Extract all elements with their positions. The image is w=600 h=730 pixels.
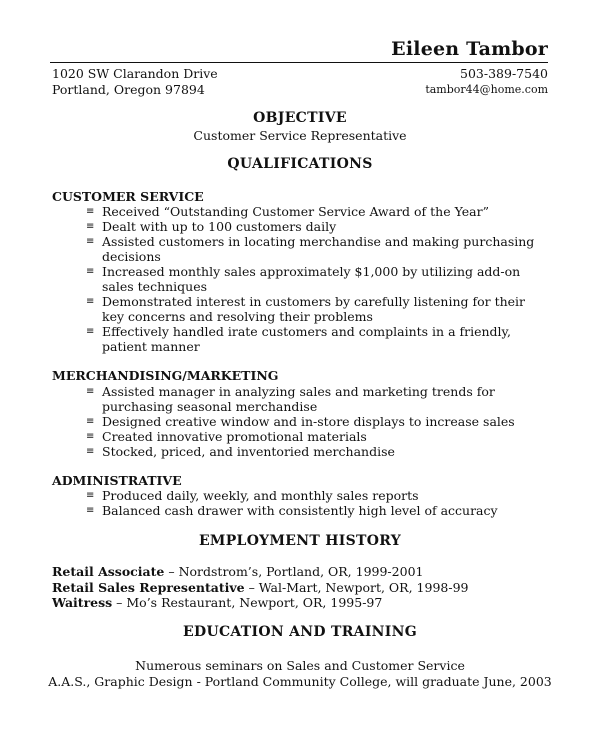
job-title: Waitress	[52, 595, 113, 610]
merchandising-list	[86, 384, 546, 459]
list-item: ≡ Increased monthly sales approximately $1,000 by utilizing add-on sales techniques	[86, 264, 521, 294]
address-block	[52, 66, 218, 98]
customer-service-list	[86, 204, 546, 354]
education-line-2: A.A.S., Graphic Design - Portland Community College, will graduate June, 2003	[48, 674, 552, 689]
address-line-2: Portland, Oregon 97894	[52, 82, 205, 97]
employment-list	[52, 564, 468, 611]
contact-block	[425, 66, 548, 98]
administrative-heading: ADMINISTRATIVE	[52, 473, 182, 488]
job-detail: – Mo’s Restaurant, Newport, OR, 1995-97	[112, 595, 383, 610]
header-divider	[50, 62, 548, 63]
customer-service-heading: CUSTOMER SERVICE	[52, 189, 204, 204]
list-item: ≡ Demonstrated interest in customers by carefully listening for their key concerns and resolving their problems	[86, 294, 526, 324]
qualifications-heading: QUALIFICATIONS	[227, 156, 373, 172]
job-title: Retail Associate	[52, 564, 165, 579]
bullet-icon: ≡	[86, 490, 95, 501]
list-item: ≡ Assisted manager in analyzing sales and marketing trends for purchasing seasonal merchandise	[86, 384, 495, 414]
bullet-icon: ≡	[86, 416, 95, 427]
list-item: ≡ Effectively handled irate customers and complaints in a friendly, patient manner	[86, 324, 511, 354]
objective-text: Customer Service Representative	[193, 128, 407, 143]
merchandising-heading: MERCHANDISING/MARKETING	[52, 368, 279, 383]
email-address: tambor44@home.com	[425, 83, 548, 96]
bullet-icon: ≡	[86, 505, 95, 516]
bullet-icon: ≡	[86, 296, 95, 307]
job-entry	[52, 564, 468, 580]
list-item: ≡ Stocked, priced, and inventoried merchandise	[86, 444, 395, 459]
list-item: ≡ Dealt with up to 100 customers daily	[86, 219, 337, 234]
list-item: ≡ Received “Outstanding Customer Service Award of the Year”	[86, 204, 489, 219]
job-detail: – Nordstrom’s, Portland, OR, 1999-2001	[164, 564, 424, 579]
bullet-icon: ≡	[86, 431, 95, 442]
applicant-name: Eileen Tambor	[391, 38, 548, 60]
employment-heading: EMPLOYMENT HISTORY	[198, 533, 402, 549]
job-title: Retail Sales Representative	[52, 579, 245, 595]
list-item: ≡ Produced daily, weekly, and monthly sales reports	[86, 488, 419, 503]
phone-number: 503-389-7540	[460, 66, 548, 81]
list-item: ≡ Created innovative promotional materials	[86, 429, 367, 444]
bullet-icon: ≡	[86, 386, 95, 397]
address-line-1: 1020 SW Clarandon Drive	[52, 66, 218, 81]
bullet-icon: ≡	[86, 221, 95, 232]
list-item: ≡ Balanced cash drawer with consistently high level of accuracy	[86, 503, 498, 518]
list-item: ≡ Designed creative window and in-store displays to increase sales	[86, 414, 515, 429]
job-detail: – Wal-Mart, Newport, OR, 1998-99	[244, 579, 469, 595]
education-heading: EDUCATION AND TRAINING	[183, 624, 417, 640]
list-item: ≡ Assisted customers in locating merchandise and making purchasing decisions	[86, 234, 535, 264]
bullet-icon: ≡	[86, 446, 95, 457]
bullet-icon: ≡	[86, 266, 95, 277]
job-entry	[52, 580, 468, 596]
bullet-icon: ≡	[86, 206, 95, 217]
administrative-list	[86, 488, 546, 518]
bullet-icon: ≡	[86, 326, 95, 337]
job-entry	[52, 595, 468, 611]
bullet-icon: ≡	[86, 236, 95, 247]
objective-heading: OBJECTIVE	[253, 110, 347, 126]
education-line-1: Numerous seminars on Sales and Customer Service	[135, 658, 465, 673]
